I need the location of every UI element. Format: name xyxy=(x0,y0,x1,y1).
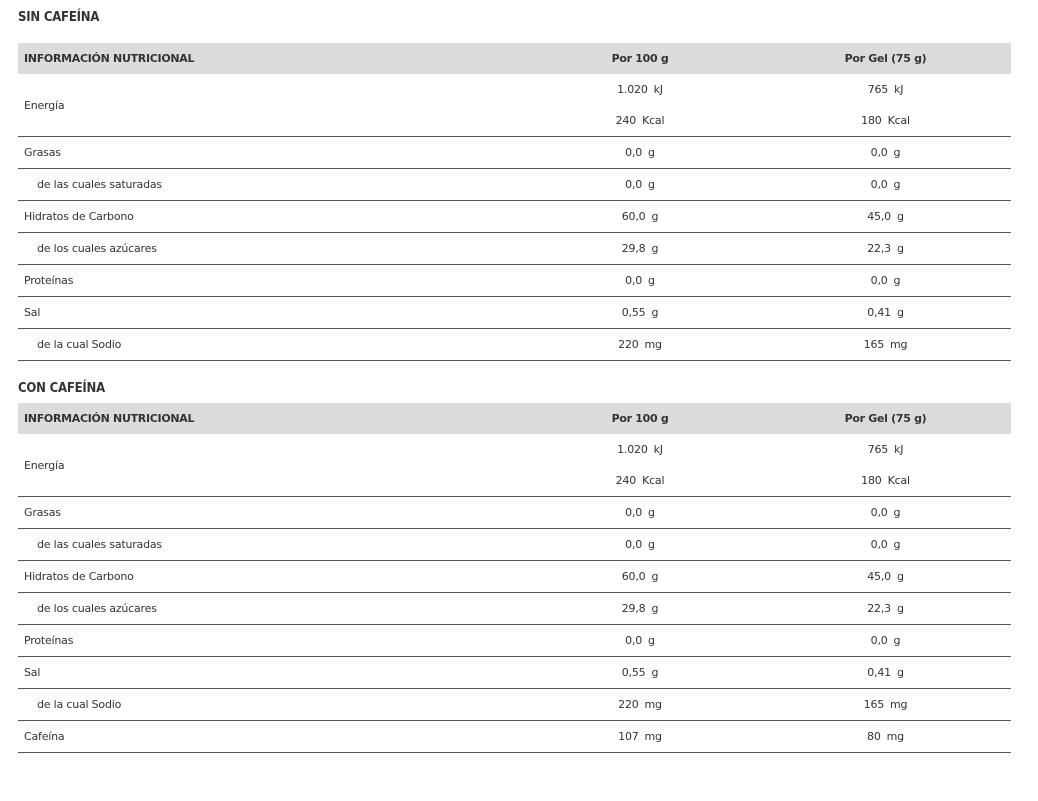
nutrient-label: Grasas xyxy=(18,497,520,529)
value-line xyxy=(766,689,1005,720)
value-line xyxy=(766,561,1005,592)
value-number: 45,0 xyxy=(867,210,891,223)
value-number: 22,3 xyxy=(867,242,891,255)
value-number: 0,0 xyxy=(870,274,888,287)
value-per-gel xyxy=(760,561,1011,593)
value-number: 0,41 xyxy=(867,666,891,679)
header-per-gel: Por Gel (75 g) xyxy=(844,412,927,425)
table-row xyxy=(18,137,1011,169)
nutrient-label: Sal xyxy=(18,657,520,689)
value-unit: g xyxy=(896,570,904,583)
value-per-gel xyxy=(760,329,1011,361)
value-number: 165 xyxy=(863,698,885,711)
nutrient-label: Cafeína xyxy=(18,721,520,753)
table-header xyxy=(18,43,1011,74)
value-line xyxy=(766,105,1005,136)
value-line xyxy=(766,265,1005,296)
value-number: 0,0 xyxy=(625,274,643,287)
value-number: 240 xyxy=(615,474,637,487)
value-number: 0,0 xyxy=(625,506,643,519)
value-per-100g xyxy=(520,233,760,265)
table-row xyxy=(18,689,1011,721)
value-number: 22,3 xyxy=(867,602,891,615)
value-unit: g xyxy=(896,602,904,615)
value-unit: g xyxy=(893,274,901,287)
header-per-gel: Por Gel (75 g) xyxy=(844,52,927,65)
nutrient-label: de la cual Sodio xyxy=(18,329,520,361)
value-per-gel xyxy=(760,689,1011,721)
table-row xyxy=(18,497,1011,529)
value-number: 0,0 xyxy=(625,178,643,191)
value-number: 45,0 xyxy=(867,570,891,583)
value-line xyxy=(766,593,1005,624)
table-row xyxy=(18,721,1011,753)
value-unit: g xyxy=(651,602,659,615)
value-unit: mg xyxy=(644,730,662,743)
value-line xyxy=(766,497,1005,528)
value-per-gel xyxy=(760,297,1011,329)
value-per-gel xyxy=(760,657,1011,689)
table-row xyxy=(18,561,1011,593)
value-line xyxy=(526,105,754,136)
value-line xyxy=(526,561,754,592)
value-per-gel xyxy=(760,625,1011,657)
value-line xyxy=(766,465,1005,496)
value-per-100g xyxy=(520,689,760,721)
table-row xyxy=(18,233,1011,265)
value-line xyxy=(526,434,754,465)
value-per-gel xyxy=(760,233,1011,265)
header-row xyxy=(18,43,1011,74)
header-per-100g: Por 100 g xyxy=(611,412,669,425)
value-line xyxy=(526,169,754,200)
value-unit: g xyxy=(893,146,901,159)
value-line xyxy=(766,721,1005,752)
value-number: 220 xyxy=(618,338,639,351)
value-unit: Kcal xyxy=(887,474,910,487)
value-unit: g xyxy=(896,210,904,223)
value-line xyxy=(526,265,754,296)
value-line xyxy=(526,497,754,528)
value-unit: g xyxy=(648,538,655,551)
header-nutrition-info: INFORMACIÓN NUTRICIONAL xyxy=(24,412,195,425)
table-row xyxy=(18,657,1011,689)
table-row xyxy=(18,297,1011,329)
value-per-gel xyxy=(760,265,1011,297)
value-number: 29,8 xyxy=(621,602,646,615)
value-number: 0,0 xyxy=(625,538,643,551)
nutrient-label: Grasas xyxy=(18,137,520,169)
value-unit: mg xyxy=(886,730,904,743)
value-unit: g xyxy=(651,210,659,223)
value-per-gel xyxy=(760,74,1011,137)
header-nutrition-info: INFORMACIÓN NUTRICIONAL xyxy=(24,52,195,65)
value-per-100g xyxy=(520,721,760,753)
value-line xyxy=(766,529,1005,560)
value-number: 0,0 xyxy=(870,634,888,647)
value-per-100g xyxy=(520,201,760,233)
value-number: 180 xyxy=(861,474,882,487)
value-unit: g xyxy=(896,242,904,255)
nutrient-label: Hidratos de Carbono xyxy=(18,561,520,593)
table-row xyxy=(18,625,1011,657)
value-per-100g xyxy=(520,497,760,529)
nutrient-label: de la cual Sodio xyxy=(18,689,520,721)
value-unit: mg xyxy=(890,698,908,711)
table-row xyxy=(18,201,1011,233)
value-unit: g xyxy=(651,306,659,319)
value-unit: g xyxy=(893,506,901,519)
value-line xyxy=(766,434,1005,465)
value-line xyxy=(526,689,754,720)
value-unit: g xyxy=(648,178,655,191)
value-per-100g xyxy=(520,74,760,137)
value-line xyxy=(766,657,1005,688)
value-line xyxy=(766,233,1005,264)
value-unit: g xyxy=(893,178,901,191)
nutrient-label: de los cuales azúcares xyxy=(18,593,520,625)
value-number: 180 xyxy=(861,114,882,127)
value-line xyxy=(526,465,754,496)
value-number: 0,0 xyxy=(870,506,888,519)
value-number: 765 xyxy=(867,443,889,456)
value-per-100g xyxy=(520,329,760,361)
value-line xyxy=(766,625,1005,656)
nutrient-label: de las cuales saturadas xyxy=(18,529,520,561)
value-number: 0,0 xyxy=(625,146,643,159)
table-row xyxy=(18,329,1011,361)
value-per-gel xyxy=(760,434,1011,497)
value-line xyxy=(526,233,754,264)
value-per-100g xyxy=(520,657,760,689)
value-line xyxy=(766,297,1005,328)
value-unit: g xyxy=(651,570,659,583)
table-row xyxy=(18,265,1011,297)
value-per-100g xyxy=(520,561,760,593)
value-per-gel xyxy=(760,201,1011,233)
value-line xyxy=(526,74,754,105)
value-unit: kJ xyxy=(653,83,663,96)
value-line xyxy=(526,529,754,560)
nutrition-table xyxy=(18,403,1011,753)
value-line xyxy=(526,137,754,168)
nutrient-label: Proteínas xyxy=(18,625,520,657)
table-row xyxy=(18,529,1011,561)
nutrient-label: Energía xyxy=(18,434,520,497)
section-title: SIN CAFEÍNA xyxy=(18,10,100,25)
value-line xyxy=(766,201,1005,232)
nutrition-table xyxy=(18,43,1011,361)
value-per-100g xyxy=(520,169,760,201)
value-line xyxy=(526,329,754,360)
value-per-gel xyxy=(760,721,1011,753)
value-line xyxy=(526,593,754,624)
value-per-100g xyxy=(520,297,760,329)
value-line xyxy=(766,169,1005,200)
value-line xyxy=(766,329,1005,360)
table-row xyxy=(18,593,1011,625)
value-number: 1.020 xyxy=(617,443,648,456)
value-unit: g xyxy=(896,666,904,679)
value-line xyxy=(526,721,754,752)
value-number: 0,0 xyxy=(870,538,888,551)
value-unit: g xyxy=(651,666,659,679)
value-unit: g xyxy=(648,506,655,519)
value-unit: g xyxy=(648,634,655,647)
value-per-gel xyxy=(760,169,1011,201)
value-per-gel xyxy=(760,137,1011,169)
value-unit: kJ xyxy=(894,83,904,96)
header-per-100g: Por 100 g xyxy=(611,52,669,65)
table-header xyxy=(18,403,1011,434)
nutrient-label: de los cuales azúcares xyxy=(18,233,520,265)
value-per-100g xyxy=(520,593,760,625)
value-number: 80 xyxy=(867,730,881,743)
value-unit: g xyxy=(648,146,655,159)
value-unit: mg xyxy=(644,338,662,351)
value-unit: Kcal xyxy=(642,114,665,127)
value-per-100g xyxy=(520,434,760,497)
value-per-gel xyxy=(760,593,1011,625)
value-number: 220 xyxy=(618,698,639,711)
value-line xyxy=(526,625,754,656)
value-unit: kJ xyxy=(653,443,663,456)
value-number: 60,0 xyxy=(621,570,646,583)
value-unit: g xyxy=(651,242,659,255)
value-number: 0,0 xyxy=(870,146,888,159)
value-unit: g xyxy=(648,274,655,287)
value-number: 107 xyxy=(618,730,639,743)
value-number: 1.020 xyxy=(617,83,648,96)
value-per-gel xyxy=(760,529,1011,561)
value-number: 60,0 xyxy=(621,210,646,223)
value-number: 240 xyxy=(615,114,637,127)
value-unit: kJ xyxy=(894,443,904,456)
value-unit: mg xyxy=(890,338,908,351)
table-row xyxy=(18,434,1011,497)
header-row xyxy=(18,403,1011,434)
value-number: 165 xyxy=(863,338,885,351)
nutrient-label: Proteínas xyxy=(18,265,520,297)
section-title: CON CAFEÍNA xyxy=(18,381,105,396)
value-unit: Kcal xyxy=(642,474,665,487)
value-number: 0,55 xyxy=(621,306,646,319)
value-per-100g xyxy=(520,265,760,297)
value-unit: g xyxy=(896,306,904,319)
value-per-100g xyxy=(520,137,760,169)
value-per-gel xyxy=(760,497,1011,529)
value-number: 0,0 xyxy=(870,178,888,191)
nutrient-label: Hidratos de Carbono xyxy=(18,201,520,233)
value-per-100g xyxy=(520,529,760,561)
value-line xyxy=(526,201,754,232)
value-unit: mg xyxy=(644,698,662,711)
value-number: 765 xyxy=(867,83,889,96)
value-unit: g xyxy=(893,538,901,551)
value-number: 29,8 xyxy=(621,242,646,255)
table-row xyxy=(18,169,1011,201)
value-number: 0,0 xyxy=(625,634,643,647)
value-number: 0,41 xyxy=(867,306,891,319)
value-unit: Kcal xyxy=(887,114,910,127)
value-per-100g xyxy=(520,625,760,657)
nutrient-label: Energía xyxy=(18,74,520,137)
value-line xyxy=(526,297,754,328)
nutrient-label: Sal xyxy=(18,297,520,329)
value-line xyxy=(766,74,1005,105)
nutrient-label: de las cuales saturadas xyxy=(18,169,520,201)
value-line xyxy=(526,657,754,688)
value-line xyxy=(766,137,1005,168)
value-unit: g xyxy=(893,634,901,647)
value-number: 0,55 xyxy=(621,666,646,679)
table-row xyxy=(18,74,1011,137)
